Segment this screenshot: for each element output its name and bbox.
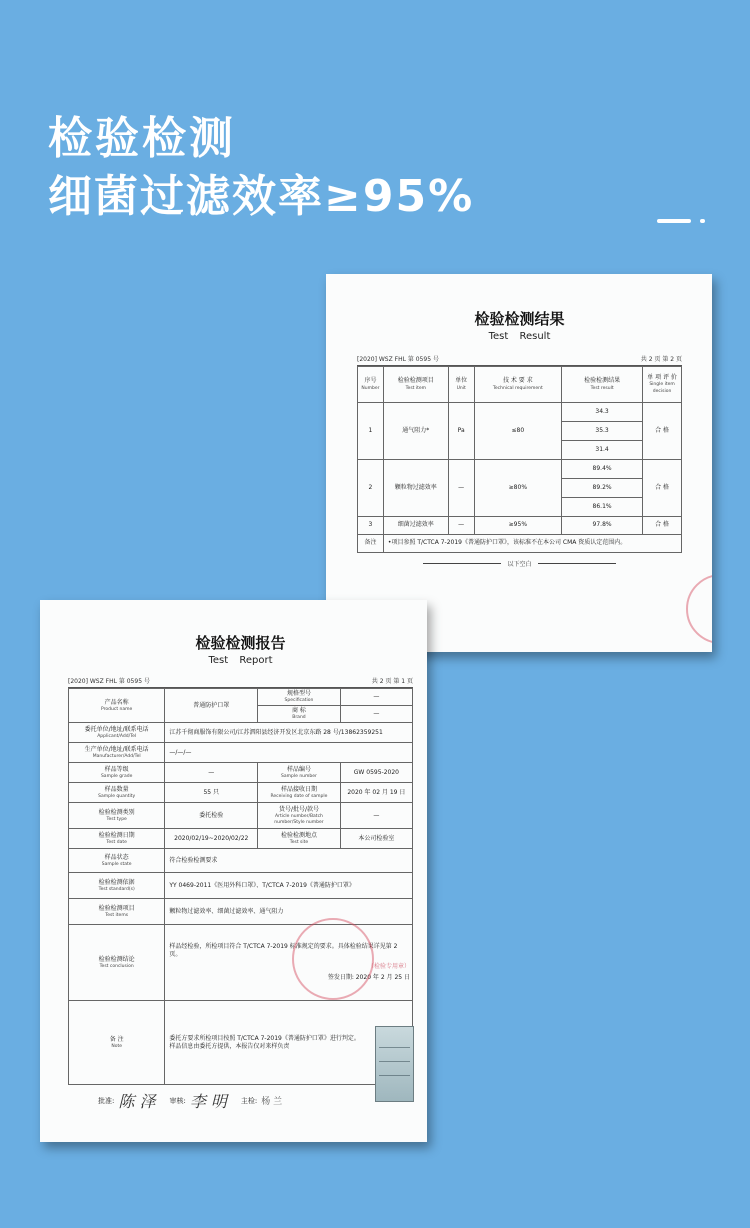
result-table: [357, 366, 682, 553]
sign-date: 签发日期: 2020 年 2 月 25 日: [327, 974, 410, 982]
standard-label: 检验检测依据 Test standard(s): [69, 873, 165, 899]
row-decision: 合 格: [643, 403, 682, 460]
row-requirement: ≥80%: [474, 460, 561, 517]
applicant-value: 江苏千彻商服饰有限公司/江苏泗阳县经济开发区北京东路 28 号/13862359251: [165, 723, 413, 743]
approve-signature: 陈 泽: [118, 1092, 156, 1112]
table-row: [358, 403, 682, 422]
row-unit: Pa: [448, 403, 474, 460]
header-unit: 单位 Unit: [448, 367, 474, 403]
article-value: —: [340, 803, 412, 829]
approve-label: 批准:: [98, 1096, 115, 1105]
note-line2: 样品信息由委托方提供，本报告仅对来样负责: [169, 1042, 290, 1050]
items-label: 检验检测项目 Test items: [69, 899, 165, 925]
row-item: 颗粒物过滤效率: [383, 460, 448, 517]
conclusion-label: 检验检测结论 Test conclusion: [69, 925, 165, 1001]
result-report-no: [2020] WSZ FHL 第 0595 号: [357, 356, 439, 363]
report-no: [2020] WSZ FHL 第 0595 号: [68, 678, 150, 685]
report-title: 检验检测报告: [195, 634, 286, 652]
result-subtitle: Test Result: [488, 331, 551, 342]
row-requirement: ≤80: [474, 403, 561, 460]
row-result: 89.4%: [562, 460, 643, 479]
conclusion-cell: [165, 925, 413, 1001]
report-table: [68, 688, 413, 1085]
table-row: [358, 517, 682, 535]
headline-line2: 细菌过滤效率≥95%: [48, 171, 475, 222]
result-title: 检验检测结果: [474, 310, 565, 328]
header-result: 检验检测结果 Test result: [562, 367, 643, 403]
remark-row: [358, 535, 682, 553]
row-result: 89.2%: [562, 479, 643, 498]
sample-no-label: 样品编号 Sample number: [258, 763, 341, 783]
decorative-dash: [657, 219, 691, 223]
header-requirement: 技 术 要 求 Technical requirement: [474, 367, 561, 403]
receive-date-label: 样品接收日期 Receiving date of sample: [258, 783, 341, 803]
seal-caption: （检验专用章）: [367, 963, 410, 971]
row-unit: —: [448, 517, 474, 535]
row-result: 31.4: [562, 441, 643, 460]
row-result: 34.3: [562, 403, 643, 422]
spec-value: —: [340, 689, 412, 706]
row-decision: 合 格: [643, 460, 682, 517]
row-number: 3: [358, 517, 384, 535]
sample-no-value: GW 0595-2020: [340, 763, 412, 783]
row-number: 1: [358, 403, 384, 460]
test-site-label: 检验检测地点 Test site: [258, 829, 341, 849]
applicant-label: 委托单位/地址/联系电话 Applicant/Add/Tel: [69, 723, 165, 743]
test-site-value: 本公司检验室: [340, 829, 412, 849]
note-label: 备 注 Note: [69, 1001, 165, 1085]
test-type-value: 委托检验: [165, 803, 258, 829]
red-seal: [686, 574, 712, 644]
grade-value: —: [165, 763, 258, 783]
report-page-info: 共 2 页 第 1 页: [371, 678, 413, 685]
row-item: 细菌过滤效率: [383, 517, 448, 535]
header-item: 检验检测项目 Test item: [383, 367, 448, 403]
result-meta: [357, 354, 682, 366]
quantity-label: 样品数量 Sample quantity: [69, 783, 165, 803]
sample-state-label: 样品状态 Sample state: [69, 849, 165, 873]
result-header-row: [358, 367, 682, 403]
article-label: 货号/批号/款号 Article number/Batch number/Style number: [258, 803, 341, 829]
result-page-info: 共 2 页 第 2 页: [640, 356, 682, 363]
result-report-sheet: [326, 274, 712, 652]
report-meta: [68, 676, 413, 688]
note-line1: 委托方要求所检项目按照 T/CTCA 7-2019《普通防护口罩》进行判定。: [169, 1034, 360, 1042]
items-value: 颗粒物过滤效率、细菌过滤效率、通气阻力: [165, 899, 413, 925]
row-result: 97.8%: [562, 517, 643, 535]
receive-date-value: 2020 年 02 月 19 日: [340, 783, 412, 803]
signature-row: [68, 1089, 413, 1112]
brand-value: —: [340, 706, 412, 723]
sample-state-value: 符合检验检测要求: [165, 849, 413, 873]
product-name-value: 普通防护口罩: [165, 689, 258, 723]
headline-line1: 检验检测: [48, 113, 236, 164]
report-subtitle: Test Report: [208, 655, 273, 666]
row-requirement: ≥95%: [474, 517, 561, 535]
check-signature: 杨 兰: [261, 1097, 283, 1108]
standard-value: YY 0469-2011《医用外科口罩》、T/CTCA 7-2019《普通防护口罩》: [165, 873, 413, 899]
manufacturer-value: —/—/—: [165, 743, 413, 763]
check-label: 主检:: [240, 1096, 258, 1105]
header-decision: 单 项 评 价 Single item decision: [643, 367, 682, 403]
row-number: 2: [358, 460, 384, 517]
review-signature: 李 明: [189, 1092, 227, 1112]
review-label: 审核:: [169, 1096, 186, 1105]
row-result: 86.1%: [562, 498, 643, 517]
test-report-sheet: [40, 600, 427, 1142]
test-type-label: 检验检测类别 Test type: [69, 803, 165, 829]
row-result: 35.3: [562, 422, 643, 441]
remark-label: 备注: [358, 535, 384, 553]
quantity-value: 55 只: [165, 783, 258, 803]
spec-label: 规格型号 Specification: [258, 689, 341, 706]
conclusion-value: 样品经检验，所检项目符合 T/CTCA 7-2019 标准规定的要求。具体检验结果详见第 2 页。: [169, 943, 398, 959]
row-unit: —: [448, 460, 474, 517]
product-name-label: 产品名称 Product name: [69, 689, 165, 723]
grade-label: 样品等级 Sample grade: [69, 763, 165, 783]
brand-label: 商 标 Brand: [258, 706, 341, 723]
remark-text: •项目参照 T/CTCA 7-2019《普通防护口罩》，该标准不在本公司 CMA 资质认定范围内。: [383, 535, 681, 553]
row-item: 通气阻力*: [383, 403, 448, 460]
test-date-value: 2020/02/19~2020/02/22: [165, 829, 258, 849]
headline: [48, 110, 474, 226]
header-number: 序号 Number: [358, 367, 384, 403]
decorative-dot: [700, 219, 705, 223]
end-marker: 以下空白: [357, 559, 682, 568]
table-row: [358, 460, 682, 479]
red-seal: [292, 918, 374, 1000]
manufacturer-label: 生产单位/地址/联系电话 Manufacturer/Add/Tel: [69, 743, 165, 763]
mask-photo: [375, 1026, 414, 1102]
test-date-label: 检验检测日期 Test date: [69, 829, 165, 849]
row-decision: 合 格: [643, 517, 682, 535]
